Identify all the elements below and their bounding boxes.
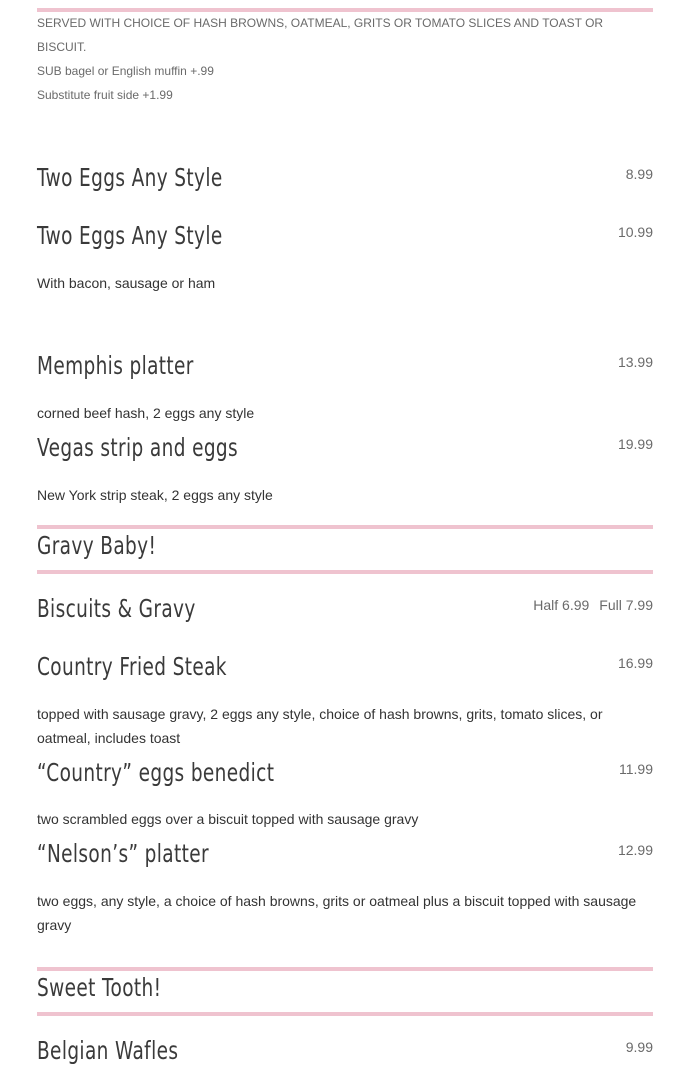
menu-item-name: “Country” eggs benedict (37, 758, 275, 787)
menu-item-price: 9.99 (625, 1039, 653, 1055)
menu-item-price: 12.99 (617, 842, 653, 858)
menu-item-description: two scrambled eggs over a biscuit topped with sausage gravy (37, 811, 419, 827)
menu-item-description: corned beef hash, 2 eggs any style (37, 405, 255, 421)
menu-item-name: Two Eggs Any Style (37, 221, 223, 250)
section-title-sweet-tooth: Sweet Tooth! (37, 973, 162, 1002)
menu-item-price (533, 595, 653, 615)
sub-bagel-note: SUB bagel or English muffin +.99 (37, 64, 214, 78)
section-divider (37, 1012, 653, 1016)
menu-item-name: Memphis platter (37, 351, 194, 380)
price-half: Half 6.99 (533, 597, 590, 613)
menu-item-name: Two Eggs Any Style (37, 163, 223, 192)
menu-item-name: Vegas strip and eggs (37, 433, 239, 462)
menu-item-name: “Nelson’s” platter (37, 839, 209, 868)
menu-item-price: 16.99 (617, 655, 653, 671)
substitute-fruit-note: Substitute fruit side +1.99 (37, 88, 173, 102)
menu-item-price: 10.99 (617, 224, 653, 240)
menu-item-name: Country Fried Steak (37, 652, 227, 681)
menu-item-description: With bacon, sausage or ham (37, 275, 216, 291)
menu-item-description: two eggs, any style, a choice of hash browns, grits or oatmeal plus a biscuit topped with sausage gravy (37, 893, 637, 933)
menu-item-price: 13.99 (617, 354, 653, 370)
section-title-gravy: Gravy Baby! (37, 531, 157, 560)
served-with-note: SERVED WITH CHOICE OF HASH BROWNS, OATMEAL, GRITS OR TOMATO SLICES AND TOAST OR BISCUIT. (37, 16, 604, 54)
menu-item-price: 8.99 (625, 166, 653, 182)
menu-item-name: Belgian Wafles (37, 1036, 179, 1065)
menu-item-name: Biscuits & Gravy (37, 594, 196, 623)
price-full: Full 7.99 (599, 597, 653, 613)
menu-item-price: 11.99 (619, 761, 653, 777)
section-divider (37, 570, 653, 574)
menu-item-description: New York strip steak, 2 eggs any style (37, 487, 273, 503)
menu-item-price: 19.99 (617, 436, 653, 452)
menu-item-description: topped with sausage gravy, 2 eggs any style, choice of hash browns, grits, tomato slices, or oatmeal, includes toast (37, 706, 603, 746)
